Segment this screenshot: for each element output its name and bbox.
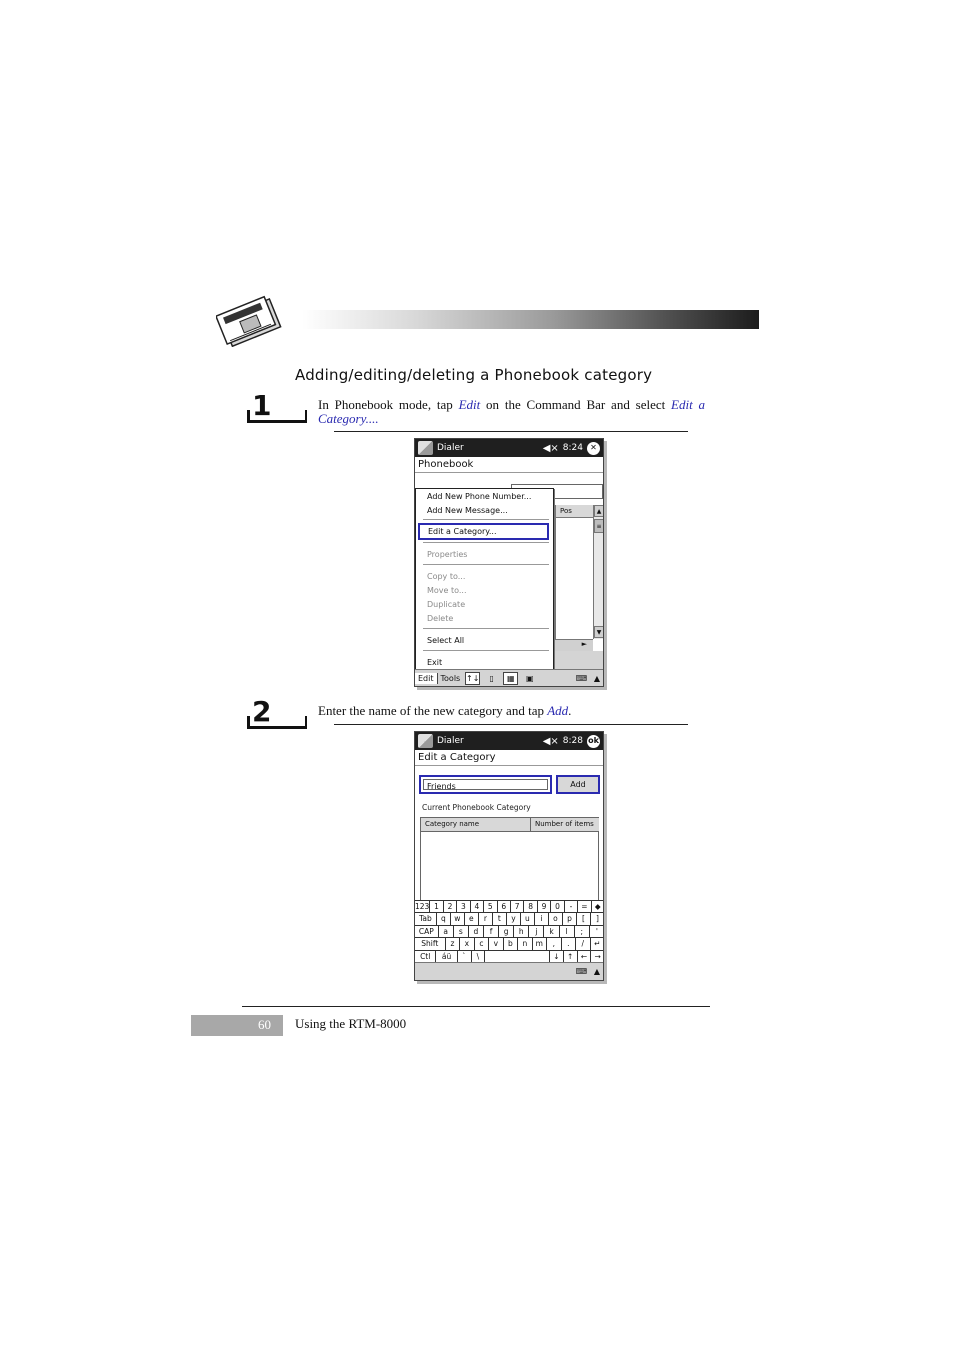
keyboard-key[interactable]: ; — [575, 926, 590, 937]
keyboard-key[interactable]: q — [437, 913, 451, 924]
keyboard-key[interactable]: CAP — [415, 926, 439, 937]
scroll-down-icon[interactable]: ▼ — [594, 626, 604, 638]
keyboard-row — [415, 901, 604, 913]
manual-book-icon — [216, 293, 288, 347]
speaker-icon[interactable]: ◀× — [542, 442, 559, 454]
menu-edit-a-category[interactable]: Edit a Category... — [418, 523, 549, 540]
step-1-text: In Phonebook mode, tap Edit on the Command Bar and select Edit a Category.... — [318, 397, 705, 426]
step-1-rule — [334, 431, 688, 432]
keyboard-key[interactable]: → — [591, 951, 604, 963]
horizontal-scrollbar[interactable]: ► — [555, 639, 593, 651]
edit-menu-button[interactable]: Edit — [415, 673, 438, 684]
keyboard-key[interactable]: ↓ — [550, 951, 564, 963]
keyboard-key[interactable]: ' — [590, 926, 604, 937]
menu-separator — [423, 564, 549, 565]
menu-duplicate[interactable]: Duplicate — [427, 600, 466, 609]
keyboard-key[interactable]: w — [451, 913, 465, 924]
keyboard-key[interactable]: 3 — [457, 901, 470, 912]
keyboard-key[interactable]: m — [533, 938, 547, 949]
keyboard-key[interactable]: j — [529, 926, 544, 937]
keyboard-icon[interactable]: ⌨ — [575, 967, 588, 976]
edit-link: Edit — [458, 397, 481, 412]
menu-properties[interactable]: Properties — [427, 550, 468, 559]
keyboard-key[interactable]: = — [578, 901, 591, 912]
keyboard-key[interactable]: 7 — [511, 901, 524, 912]
keyboard-key[interactable]: i — [535, 913, 549, 924]
menu-separator — [423, 650, 549, 651]
menu-separator — [423, 519, 549, 520]
phonebook-edit-menu-screenshot — [414, 438, 604, 687]
keyboard-key[interactable]: 0 — [551, 901, 564, 912]
menu-copy-to[interactable]: Copy to... — [427, 572, 466, 581]
tools-menu-button[interactable]: Tools — [440, 674, 461, 683]
vertical-scrollbar[interactable] — [593, 505, 603, 639]
pos-column-header[interactable]: Pos — [556, 505, 593, 518]
number-of-items-column-header[interactable]: Number of items — [531, 818, 599, 832]
start-menu-icon[interactable] — [418, 441, 433, 455]
keyboard-key[interactable]: 9 — [538, 901, 551, 912]
footer-rule — [242, 1006, 710, 1007]
keyboard-key[interactable]: 8 — [524, 901, 537, 912]
keyboard-key[interactable]: ◆ — [592, 901, 604, 912]
step-1-marker — [247, 410, 307, 423]
keyboard-key[interactable]: g — [499, 926, 514, 937]
keyboard-key[interactable]: k — [544, 926, 559, 937]
menu-select-all[interactable]: Select All — [427, 636, 465, 645]
step-2-marker — [247, 716, 307, 729]
contact-list[interactable] — [555, 505, 593, 639]
list-footer — [555, 651, 603, 669]
start-menu-icon[interactable] — [418, 734, 433, 748]
menu-add-new-phone-number[interactable]: Add New Phone Number... — [427, 492, 532, 501]
menu-separator — [423, 542, 549, 543]
menu-add-new-message[interactable]: Add New Message... — [427, 506, 508, 515]
keyboard-key[interactable]: x — [460, 938, 474, 949]
step-2-number: 2 — [252, 695, 272, 728]
keyboard-key[interactable]: ↵ — [591, 938, 604, 949]
title-bar — [415, 732, 603, 750]
input-panel-arrow-icon[interactable]: ▲ — [593, 674, 600, 683]
menu-exit[interactable]: Exit — [427, 658, 443, 667]
phonebook-header: Phonebook — [415, 457, 603, 473]
clock: 8:28 — [562, 736, 583, 746]
menu-separator — [423, 628, 549, 629]
keyboard-key[interactable]: . — [562, 938, 576, 949]
keyboard-row — [415, 913, 604, 925]
keyboard-key[interactable]: ] — [591, 913, 604, 924]
scroll-up-icon[interactable]: ▲ — [594, 505, 604, 517]
keyboard-key[interactable]: v — [489, 938, 503, 949]
keyboard-key[interactable]: 5 — [484, 901, 497, 912]
keyboard-key[interactable]: l — [560, 926, 575, 937]
input-panel-arrow-icon[interactable]: ▲ — [593, 967, 600, 976]
keyboard-key[interactable]: ← — [578, 951, 592, 963]
keyboard-key[interactable]: 1 — [430, 901, 443, 912]
command-bar — [415, 962, 603, 980]
keyboard-key[interactable]: b — [504, 938, 518, 949]
keyboard-key[interactable]: Ctl — [415, 951, 436, 963]
footer-text: Using the RTM-8000 — [295, 1016, 407, 1031]
keyboard-key[interactable]: t — [493, 913, 507, 924]
dialpad-icon[interactable]: ▦ — [503, 672, 518, 685]
section-title: Adding/editing/deleting a Phonebook category — [295, 366, 653, 384]
step-1-number: 1 — [252, 389, 272, 422]
edit-category-screenshot — [414, 731, 604, 981]
keyboard-row — [415, 926, 604, 938]
keyboard-icon[interactable]: ⌨ — [575, 674, 588, 683]
keyboard-key[interactable]: e — [465, 913, 479, 924]
keyboard-key[interactable]: Shift — [415, 938, 446, 949]
title-bar — [415, 439, 603, 457]
keyboard-key[interactable]: 123 — [415, 901, 430, 911]
keyboard-key[interactable]: u — [521, 913, 535, 924]
keyboard-key[interactable]: \ — [472, 951, 486, 963]
category-name-input[interactable] — [419, 775, 552, 794]
keyboard-key[interactable]: , — [547, 938, 561, 949]
category-table[interactable] — [420, 817, 599, 901]
keyboard-key[interactable]: 2 — [444, 901, 457, 912]
close-icon[interactable]: ✕ — [587, 442, 600, 455]
keyboard-key[interactable]: f — [484, 926, 499, 937]
keyboard-key[interactable]: d — [469, 926, 484, 937]
scroll-thumb[interactable]: ≡ — [594, 519, 604, 533]
phone-icon[interactable]: ▯ — [489, 674, 494, 683]
menu-delete[interactable]: Delete — [427, 614, 454, 623]
soft-keyboard — [415, 900, 604, 962]
keyboard-key[interactable]: / — [576, 938, 590, 949]
add-link: Add — [547, 703, 569, 718]
edit-a-category-link: Edit a Category.... — [318, 397, 705, 426]
contacts-icon[interactable]: ▣ — [525, 674, 534, 683]
keyboard-key[interactable]: Tab — [415, 913, 437, 924]
keyboard-key[interactable]: r — [479, 913, 493, 924]
command-bar — [415, 669, 603, 687]
keyboard-key[interactable]: - — [565, 901, 578, 912]
current-category-label: Current Phonebook Category — [422, 803, 531, 812]
keyboard-key[interactable]: p — [563, 913, 577, 924]
keyboard-key[interactable]: o — [549, 913, 563, 924]
keyboard-row — [415, 938, 604, 950]
keyboard-key[interactable]: áü — [436, 951, 457, 963]
keyboard-key[interactable]: ↑ — [564, 951, 578, 963]
edit-category-header: Edit a Category — [415, 750, 603, 766]
category-name-column-header[interactable]: Category name — [421, 818, 531, 832]
edit-menu — [415, 488, 554, 687]
keyboard-key[interactable]: c — [475, 938, 489, 949]
add-button[interactable]: Add — [556, 775, 600, 794]
menu-move-to[interactable]: Move to... — [427, 586, 467, 595]
keyboard-key[interactable]: z — [446, 938, 460, 949]
keyboard-key[interactable]: n — [518, 938, 532, 949]
page-number: 60 — [191, 1015, 283, 1036]
clock: 8:24 — [562, 443, 583, 453]
header-gradient-bar — [302, 310, 759, 329]
step-2-text: Enter the name of the new category and tap Add. — [318, 703, 572, 718]
keyboard-key[interactable]: 6 — [498, 901, 511, 912]
keyboard-key[interactable]: 4 — [471, 901, 484, 912]
app-title: Dialer — [437, 736, 464, 746]
keyboard-key[interactable]: y — [507, 913, 521, 924]
sort-icon[interactable]: ↑↓ — [466, 674, 480, 683]
keyboard-key[interactable]: a — [439, 926, 454, 937]
app-title: Dialer — [437, 443, 464, 453]
step-2-rule — [334, 724, 688, 725]
speaker-icon[interactable]: ◀× — [542, 735, 559, 747]
ok-button[interactable]: ok — [587, 735, 600, 748]
category-name-value: Friends — [423, 779, 548, 790]
keyboard-key[interactable]: s — [454, 926, 469, 937]
keyboard-key[interactable]: ` — [458, 951, 472, 963]
keyboard-key[interactable]: h — [514, 926, 529, 937]
keyboard-key[interactable]: [ — [577, 913, 591, 924]
